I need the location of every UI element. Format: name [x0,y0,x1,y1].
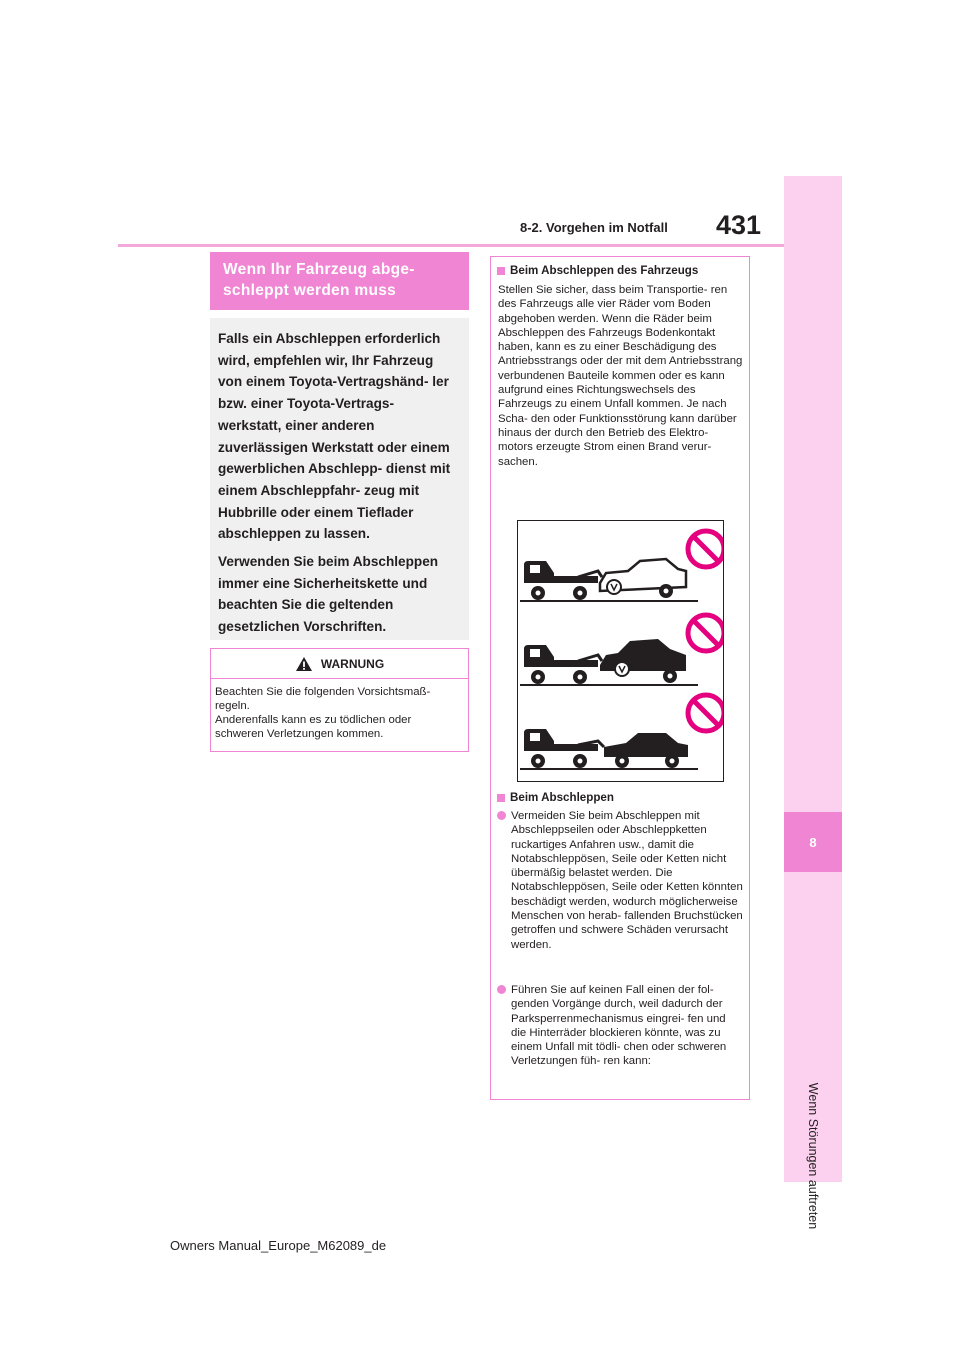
round-bullet-icon [497,811,506,820]
heading-towing-vehicle [497,264,698,278]
intro-paragraph-1: Falls ein Abschleppen erforderlich wird, empfehlen wir, Ihr Fahrzeug von einem Toyota-Vertragshänd- ler bzw. einer Toyota-Vertrags- werkstatt, einer anderen zuverlässigen Werkstatt oder einem gewerblichen Abschlepp- dienst mit einem Abschleppfahr- zeug mit Hubbrille oder einem Tieflader abschleppen zu lassen. [218,331,451,542]
tow-scenario-3 [520,695,723,769]
bullet-text-1: Vermeiden Sie beim Abschleppen mit Abschleppseilen oder Abschleppketten ruckartiges Anfahren usw., damit die Notabschleppösen, Seile oder Ketten nicht übermäßig belastet werden. Die Notabschleppösen, Seile oder Ketten könnten beschädigt werden, wodurch möglicherweise Menschen von herab- fallenden Bruchstücken getroffen und schwere Schäden verursacht werden. [511,810,743,951]
chapter-title-text: Wenn Störungen auftreten [806,1082,820,1230]
bullet-text-2: Führen Sie auf keinen Fall einen der fol- genden Vorgänge durch, weil dadurch der Parksperrenmechanismus eingrei- fen und die Hinterräder blockieren könnte, was zu einem Unfall mit tödli- chen oder schweren Verletzungen füh- ren kann: [511,984,727,1068]
section-banner [210,252,469,310]
tow-scenario-2 [520,615,723,685]
heading-towing [497,791,614,805]
header-rule [118,244,785,247]
warning-body [211,679,468,741]
banner-line-1: Wenn Ihr Fahrzeug abge- [223,261,415,278]
chapter-side-tab [784,176,842,1230]
intro-paragraph-2: Verwenden Sie beim Abschleppen immer eine Sicherheitskette und beachten Sie die geltenden gesetzlichen Vorschriften. [218,554,439,635]
towing-vehicle-paragraph: Stellen Sie sicher, dass beim Transportie- ren des Fahrzeugs alle vier Räder vom Boden abgehoben werden. Wenn die Räder beim Abschleppen des Fahrzeugs Bodenkontakt haben, kann es zu einer Beschädigung des Antriebsstrangs oder der mit dem Antriebsstrang verbundenen Bauteile kommen oder es kann aufgrund eines Richtungswechsels des Fahrzeugs zu einem Unfall kommen. Je nach Scha- den oder Funktionsstörung kann darüber hinaus der durch den Betrieb des Elektro- motors erzeugte Strom einen Brand verur- sachen. [498,284,743,468]
towing-prohibited-illustration [517,520,724,782]
chapter-title-vertical [786,1056,840,1256]
warning-triangle-icon [295,656,313,672]
footer-manual-id: Owners Manual_Europe_M62089_de [170,1238,387,1253]
banner-line-2: schleppt werden muss [223,282,397,299]
warning-title: WARNUNG [320,656,385,671]
page-number: 431 [716,210,762,240]
tow-truck-diagram [518,521,723,781]
round-bullet-icon [497,985,506,994]
warning-header [211,649,468,679]
square-bullet-icon [497,267,505,275]
bullet-item [497,983,743,1069]
heading-towing-text: Beim Abschleppen [510,791,614,804]
square-bullet-icon [497,794,505,802]
bullet-item [497,809,743,952]
warning-box [210,648,469,752]
towing-info-column [490,256,750,1100]
intro-box [210,318,469,640]
section-header: 8-2. Vorgehen im Notfall [520,220,668,235]
tow-scenario-1 [520,531,723,601]
warning-text-2: Anderenfalls kann es zu tödlichen oder schweren Verletzungen kommen. [215,714,412,740]
heading-towing-vehicle-text: Beim Abschleppen des Fahrzeugs [510,264,699,277]
chapter-number-badge: 8 [784,812,842,872]
warning-text-1: Beachten Sie die folgenden Vorsichtsmaß- regeln. [215,686,431,712]
